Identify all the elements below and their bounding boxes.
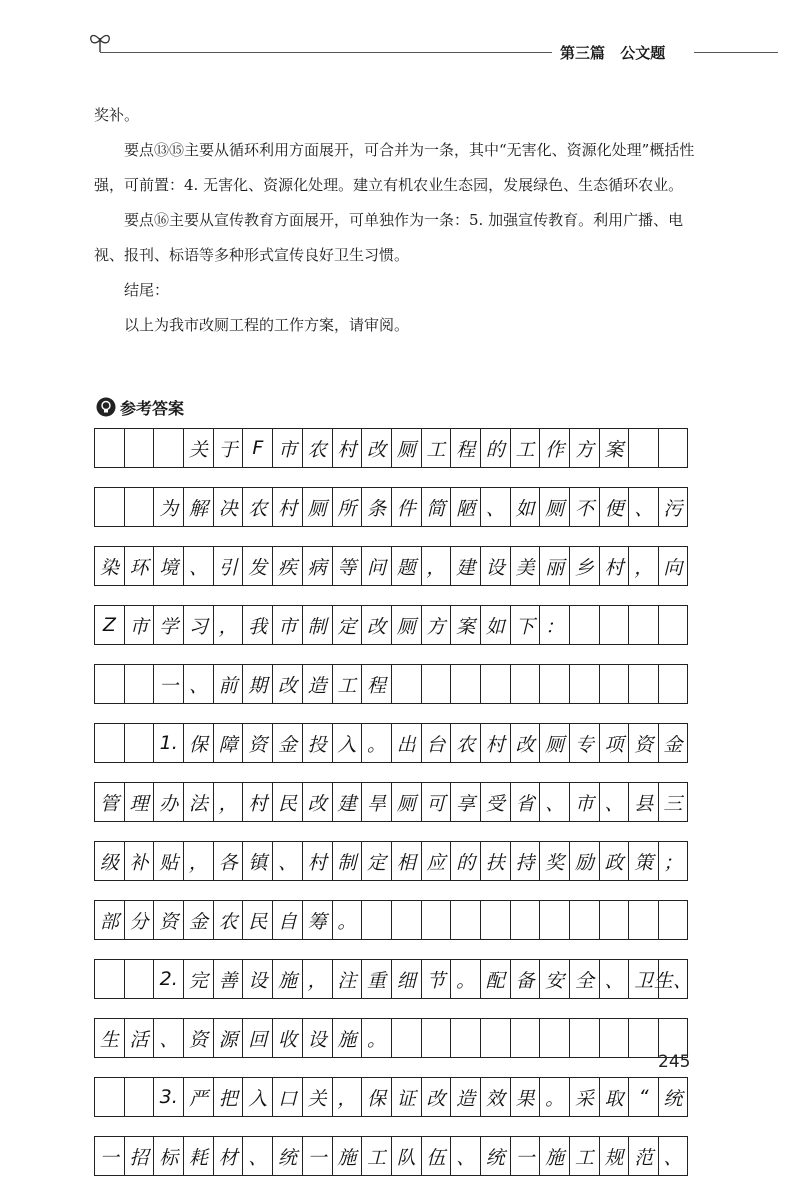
grid-cell: 镇 (242, 841, 272, 881)
grid-cell: 如 (480, 605, 510, 645)
grid-cell: 备 (510, 959, 540, 999)
grid-cell: 效 (480, 1077, 510, 1117)
grid-cell: 策 (628, 841, 658, 881)
grid-cell: 民 (272, 782, 302, 822)
grid-cell: 标 (153, 1136, 183, 1176)
page-number: 245 (658, 1052, 691, 1072)
grid-cell: 伍 (421, 1136, 451, 1176)
grid-row (94, 1077, 688, 1117)
grid-cell: 全 (569, 959, 599, 999)
grid-cell (450, 664, 480, 704)
grid-cell: 回 (242, 1018, 272, 1058)
grid-cell: ， (213, 605, 243, 645)
grid-cell: 金 (183, 900, 213, 940)
grid-cell: 管 (94, 782, 124, 822)
analysis-paragraph: 结尾： (124, 281, 170, 299)
grid-cell (361, 900, 391, 940)
grid-cell: 改 (272, 664, 302, 704)
grid-cell: 贴 (153, 841, 183, 881)
grid-cell: F (242, 428, 272, 468)
grid-cell: 村 (302, 841, 332, 881)
grid-cell: 重 (361, 959, 391, 999)
grid-cell: 县 (628, 782, 658, 822)
grid-cell: 制 (302, 605, 332, 645)
grid-cell: 。 (361, 723, 391, 763)
grid-cell: 陋 (450, 487, 480, 527)
grid-cell: 、 (480, 487, 510, 527)
grid-cell: 程 (361, 664, 391, 704)
grid-cell: “ (628, 1077, 658, 1117)
grid-cell: 建 (450, 546, 480, 586)
grid-cell: 严 (183, 1077, 213, 1117)
grid-cell: 旱 (361, 782, 391, 822)
sprout-icon (86, 30, 114, 54)
grid-cell: 生 (94, 1018, 124, 1058)
grid-cell: 我 (242, 605, 272, 645)
grid-cell: ， (183, 841, 213, 881)
grid-row (94, 428, 688, 468)
analysis-paragraph: 要点⑯主要从宣传教育方面展开，可单独作为一条：5. 加强宣传教育。利用广播、电视、报刊、标语等多种形式宣传良好卫生习惯。 (94, 211, 684, 264)
grid-cell: ， (332, 1077, 362, 1117)
grid-cell (124, 428, 154, 468)
grid-cell: 厕 (391, 428, 421, 468)
grid-cell: 2. (153, 959, 183, 999)
grid-cell (421, 664, 451, 704)
grid-row (94, 841, 688, 881)
grid-cell (628, 1018, 658, 1058)
analysis-paragraph: 以上为我市改厕工程的工作方案，请审阅。 (124, 316, 410, 334)
grid-cell: 台 (421, 723, 451, 763)
grid-cell: 善 (213, 959, 243, 999)
grid-cell (480, 900, 510, 940)
grid-cell: 学 (153, 605, 183, 645)
grid-cell: 各 (213, 841, 243, 881)
grid-row (94, 959, 692, 999)
grid-row (94, 664, 688, 704)
grid-cell (569, 605, 599, 645)
grid-cell: 、 (599, 782, 629, 822)
grid-cell (450, 900, 480, 940)
grid-cell: 。 (332, 900, 362, 940)
grid-cell: 、 (599, 959, 629, 999)
grid-cell: 注 (332, 959, 362, 999)
grid-cell: 省 (510, 782, 540, 822)
lightbulb-icon (96, 397, 116, 417)
grid-cell: 如 (510, 487, 540, 527)
grid-cell (658, 428, 688, 468)
grid-cell: 法 (183, 782, 213, 822)
grid-cell: 投 (302, 723, 332, 763)
grid-cell: 改 (302, 782, 332, 822)
grid-cell: 级 (94, 841, 124, 881)
grid-cell: 规 (599, 1136, 629, 1176)
grid-cell: 污 (658, 487, 688, 527)
grid-cell: 、 (450, 1136, 480, 1176)
grid-cell: 问 (361, 546, 391, 586)
manuscript-grid (94, 428, 692, 1195)
grid-cell: 施 (332, 1136, 362, 1176)
grid-cell: 乡 (569, 546, 599, 586)
answer-heading-label: 参考答案 (120, 398, 185, 418)
grid-cell (124, 959, 154, 999)
grid-cell: 施 (272, 959, 302, 999)
grid-cell (628, 900, 658, 940)
grid-cell: 条 (361, 487, 391, 527)
grid-cell: 农 (450, 723, 480, 763)
grid-cell: 资 (242, 723, 272, 763)
grid-cell: 口 (272, 1077, 302, 1117)
grid-cell: ， (213, 782, 243, 822)
grid-cell: 、 (242, 1136, 272, 1176)
grid-cell: 专 (569, 723, 599, 763)
grid-cell: 1. (153, 723, 183, 763)
grid-cell: 染 (94, 546, 124, 586)
grid-row (94, 723, 688, 763)
grid-cell: 项 (599, 723, 629, 763)
grid-cell: 3. (153, 1077, 183, 1117)
grid-cell: 于 (213, 428, 243, 468)
grid-cell (94, 1077, 124, 1117)
grid-cell: 建 (332, 782, 362, 822)
grid-cell: 理 (124, 782, 154, 822)
grid-cell: 奖 (539, 841, 569, 881)
grid-cell: 、 (272, 841, 302, 881)
grid-cell (628, 428, 658, 468)
grid-cell: 收 (272, 1018, 302, 1058)
grid-cell: ， (421, 546, 451, 586)
grid-cell: 厕 (539, 723, 569, 763)
grid-cell: 美 (510, 546, 540, 586)
grid-cell: 工 (510, 428, 540, 468)
grid-cell: 丽 (539, 546, 569, 586)
grid-cell (658, 664, 688, 704)
grid-cell: 设 (480, 546, 510, 586)
grid-cell: 定 (332, 605, 362, 645)
grid-cell: 件 (391, 487, 421, 527)
grid-cell: 资 (183, 1018, 213, 1058)
grid-cell: 施 (539, 1136, 569, 1176)
grid-cell: 所 (332, 487, 362, 527)
grid-cell: 厕 (302, 487, 332, 527)
grid-cell: 完 (183, 959, 213, 999)
grid-cell: 招 (124, 1136, 154, 1176)
grid-cell: 工 (332, 664, 362, 704)
grid-cell: 、 (628, 487, 658, 527)
grid-cell: 、 (153, 1018, 183, 1058)
grid-cell: 可 (421, 782, 451, 822)
grid-cell: 筹 (302, 900, 332, 940)
grid-cell: 村 (332, 428, 362, 468)
grid-cell: 、 (183, 664, 213, 704)
grid-cell: 障 (213, 723, 243, 763)
grid-cell (391, 664, 421, 704)
grid-cell: 统 (480, 1136, 510, 1176)
grid-cell: ， (628, 546, 658, 586)
grid-cell: 工 (569, 1136, 599, 1176)
grid-cell (124, 664, 154, 704)
grid-cell (599, 605, 629, 645)
grid-cell: 村 (599, 546, 629, 586)
grid-cell: 市 (569, 782, 599, 822)
header-section-title (560, 42, 675, 63)
grid-cell: 下 (510, 605, 540, 645)
grid-cell: 入 (332, 723, 362, 763)
grid-cell: 统 (272, 1136, 302, 1176)
grid-cell: 农 (242, 487, 272, 527)
grid-cell: 的 (480, 428, 510, 468)
grid-cell: 活 (124, 1018, 154, 1058)
grid-cell (124, 487, 154, 527)
grid-cell: 简 (421, 487, 451, 527)
grid-cell: 生、 (658, 959, 688, 999)
grid-cell: 资 (628, 723, 658, 763)
grid-cell: 村 (480, 723, 510, 763)
analysis-paragraph: 要点⑬⑮主要从循环利用方面展开，可合并为一条，其中“无害化、资源化处理”概括性强，可前置：4. 无害化、资源化处理。建立有机农业生态园，发展绿色、生态循环农业。 (94, 141, 695, 194)
grid-cell: ， (302, 959, 332, 999)
grid-cell: 励 (569, 841, 599, 881)
grid-cell: 一 (153, 664, 183, 704)
grid-cell: 三 (658, 782, 688, 822)
grid-cell: 统 (658, 1077, 688, 1117)
grid-cell (480, 664, 510, 704)
grid-cell: 方 (421, 605, 451, 645)
grid-cell: 期 (242, 664, 272, 704)
grid-cell: 资 (153, 900, 183, 940)
grid-cell: 、 (183, 546, 213, 586)
grid-cell: 工 (361, 1136, 391, 1176)
grid-cell (539, 900, 569, 940)
grid-cell: 金 (272, 723, 302, 763)
grid-cell (628, 605, 658, 645)
grid-cell: 改 (361, 605, 391, 645)
grid-cell: 解 (183, 487, 213, 527)
grid-cell: 把 (213, 1077, 243, 1117)
grid-cell: 细 (391, 959, 421, 999)
grid-cell: 节 (421, 959, 451, 999)
grid-cell: 队 (391, 1136, 421, 1176)
analysis-paragraph: 奖补。 (94, 106, 140, 124)
grid-cell: 安 (539, 959, 569, 999)
grid-cell: 。 (539, 1077, 569, 1117)
grid-cell: 改 (421, 1077, 451, 1117)
grid-cell: 不 (569, 487, 599, 527)
grid-cell: 制 (332, 841, 362, 881)
grid-cell (510, 664, 540, 704)
grid-cell (510, 900, 540, 940)
header-subject-label: 公文题 (620, 44, 666, 62)
grid-cell: 相 (391, 841, 421, 881)
grid-cell: 引 (213, 546, 243, 586)
grid-cell: 厕 (539, 487, 569, 527)
grid-cell: 境 (153, 546, 183, 586)
grid-cell (153, 428, 183, 468)
grid-cell: 等 (332, 546, 362, 586)
grid-cell (539, 1018, 569, 1058)
grid-cell (569, 900, 599, 940)
grid-cell: 一 (510, 1136, 540, 1176)
grid-cell: 卫 (628, 959, 658, 999)
grid-row (94, 782, 688, 822)
grid-cell: 扶 (480, 841, 510, 881)
grid-row (94, 1136, 688, 1176)
grid-row (94, 900, 688, 940)
grid-cell (658, 900, 688, 940)
header-rule-right (694, 52, 778, 53)
grid-cell: 定 (361, 841, 391, 881)
grid-cell: 村 (242, 782, 272, 822)
grid-cell: 民 (242, 900, 272, 940)
grid-cell (124, 723, 154, 763)
grid-cell: 金 (658, 723, 688, 763)
grid-cell (569, 664, 599, 704)
grid-cell: 耗 (183, 1136, 213, 1176)
grid-cell: 市 (124, 605, 154, 645)
grid-cell: Z (94, 605, 124, 645)
grid-cell: 、 (658, 1136, 688, 1176)
header-part-label: 第三篇 (560, 44, 606, 62)
grid-cell: 便 (599, 487, 629, 527)
grid-cell: 向 (658, 546, 688, 586)
grid-cell: 享 (450, 782, 480, 822)
grid-cell: ； (658, 841, 688, 881)
grid-cell: 、 (539, 782, 569, 822)
grid-cell: 设 (242, 959, 272, 999)
grid-cell (94, 723, 124, 763)
grid-cell: 出 (391, 723, 421, 763)
grid-cell: 工 (421, 428, 451, 468)
grid-cell: 办 (153, 782, 183, 822)
grid-cell: 的 (450, 841, 480, 881)
grid-cell: 程 (450, 428, 480, 468)
grid-cell: 保 (361, 1077, 391, 1117)
grid-cell: 造 (302, 664, 332, 704)
grid-cell: 一 (94, 1136, 124, 1176)
grid-cell: 市 (272, 428, 302, 468)
grid-cell: 源 (213, 1018, 243, 1058)
grid-cell (658, 605, 688, 645)
grid-cell (391, 900, 421, 940)
grid-cell (539, 664, 569, 704)
grid-cell (480, 1018, 510, 1058)
grid-cell: 村 (272, 487, 302, 527)
grid-row (94, 1018, 688, 1058)
grid-cell: 厕 (391, 605, 421, 645)
grid-cell: 发 (242, 546, 272, 586)
grid-cell: 设 (302, 1018, 332, 1058)
grid-cell: 关 (183, 428, 213, 468)
grid-cell: 补 (124, 841, 154, 881)
grid-cell: 分 (124, 900, 154, 940)
running-header (0, 0, 800, 80)
grid-cell: 一 (302, 1136, 332, 1176)
grid-cell: 农 (213, 900, 243, 940)
grid-cell: 取 (599, 1077, 629, 1117)
grid-cell (124, 1077, 154, 1117)
grid-cell: 习 (183, 605, 213, 645)
grid-cell (510, 1018, 540, 1058)
header-rule-left (100, 52, 552, 53)
grid-cell (94, 428, 124, 468)
grid-cell: 方 (569, 428, 599, 468)
grid-cell: 自 (272, 900, 302, 940)
grid-cell: 受 (480, 782, 510, 822)
grid-row (94, 546, 688, 586)
grid-cell (421, 1018, 451, 1058)
grid-cell: 。 (450, 959, 480, 999)
grid-cell: 应 (421, 841, 451, 881)
grid-cell: 材 (213, 1136, 243, 1176)
grid-cell (569, 1018, 599, 1058)
grid-cell: 市 (272, 605, 302, 645)
grid-cell: 政 (599, 841, 629, 881)
grid-cell: 为 (153, 487, 183, 527)
grid-row (94, 487, 688, 527)
grid-cell: 。 (361, 1018, 391, 1058)
grid-cell: 采 (569, 1077, 599, 1117)
grid-cell: 农 (302, 428, 332, 468)
grid-cell: 入 (242, 1077, 272, 1117)
grid-cell (599, 900, 629, 940)
grid-cell: 改 (510, 723, 540, 763)
grid-cell: 案 (599, 428, 629, 468)
grid-cell: 作 (539, 428, 569, 468)
grid-cell (628, 664, 658, 704)
grid-cell: 疾 (272, 546, 302, 586)
grid-cell (94, 664, 124, 704)
grid-row (94, 605, 688, 645)
grid-cell: 案 (450, 605, 480, 645)
grid-cell (421, 900, 451, 940)
analysis-text (94, 98, 698, 343)
grid-cell: 决 (213, 487, 243, 527)
grid-cell (450, 1018, 480, 1058)
grid-cell: 范 (628, 1136, 658, 1176)
grid-cell: 改 (361, 428, 391, 468)
grid-cell: 题 (391, 546, 421, 586)
grid-cell (94, 487, 124, 527)
grid-cell: 厕 (391, 782, 421, 822)
grid-cell: 果 (510, 1077, 540, 1117)
grid-cell: 保 (183, 723, 213, 763)
grid-cell: 环 (124, 546, 154, 586)
grid-cell: 病 (302, 546, 332, 586)
grid-cell: 关 (302, 1077, 332, 1117)
grid-cell: 造 (450, 1077, 480, 1117)
grid-cell: 施 (332, 1018, 362, 1058)
grid-cell: 持 (510, 841, 540, 881)
grid-cell: 配 (480, 959, 510, 999)
grid-cell (599, 664, 629, 704)
answer-heading (96, 394, 184, 420)
grid-cell: 前 (213, 664, 243, 704)
grid-cell (599, 1018, 629, 1058)
grid-cell (391, 1018, 421, 1058)
grid-cell: ： (539, 605, 569, 645)
grid-cell (94, 959, 124, 999)
grid-cell: 部 (94, 900, 124, 940)
grid-cell: 证 (391, 1077, 421, 1117)
